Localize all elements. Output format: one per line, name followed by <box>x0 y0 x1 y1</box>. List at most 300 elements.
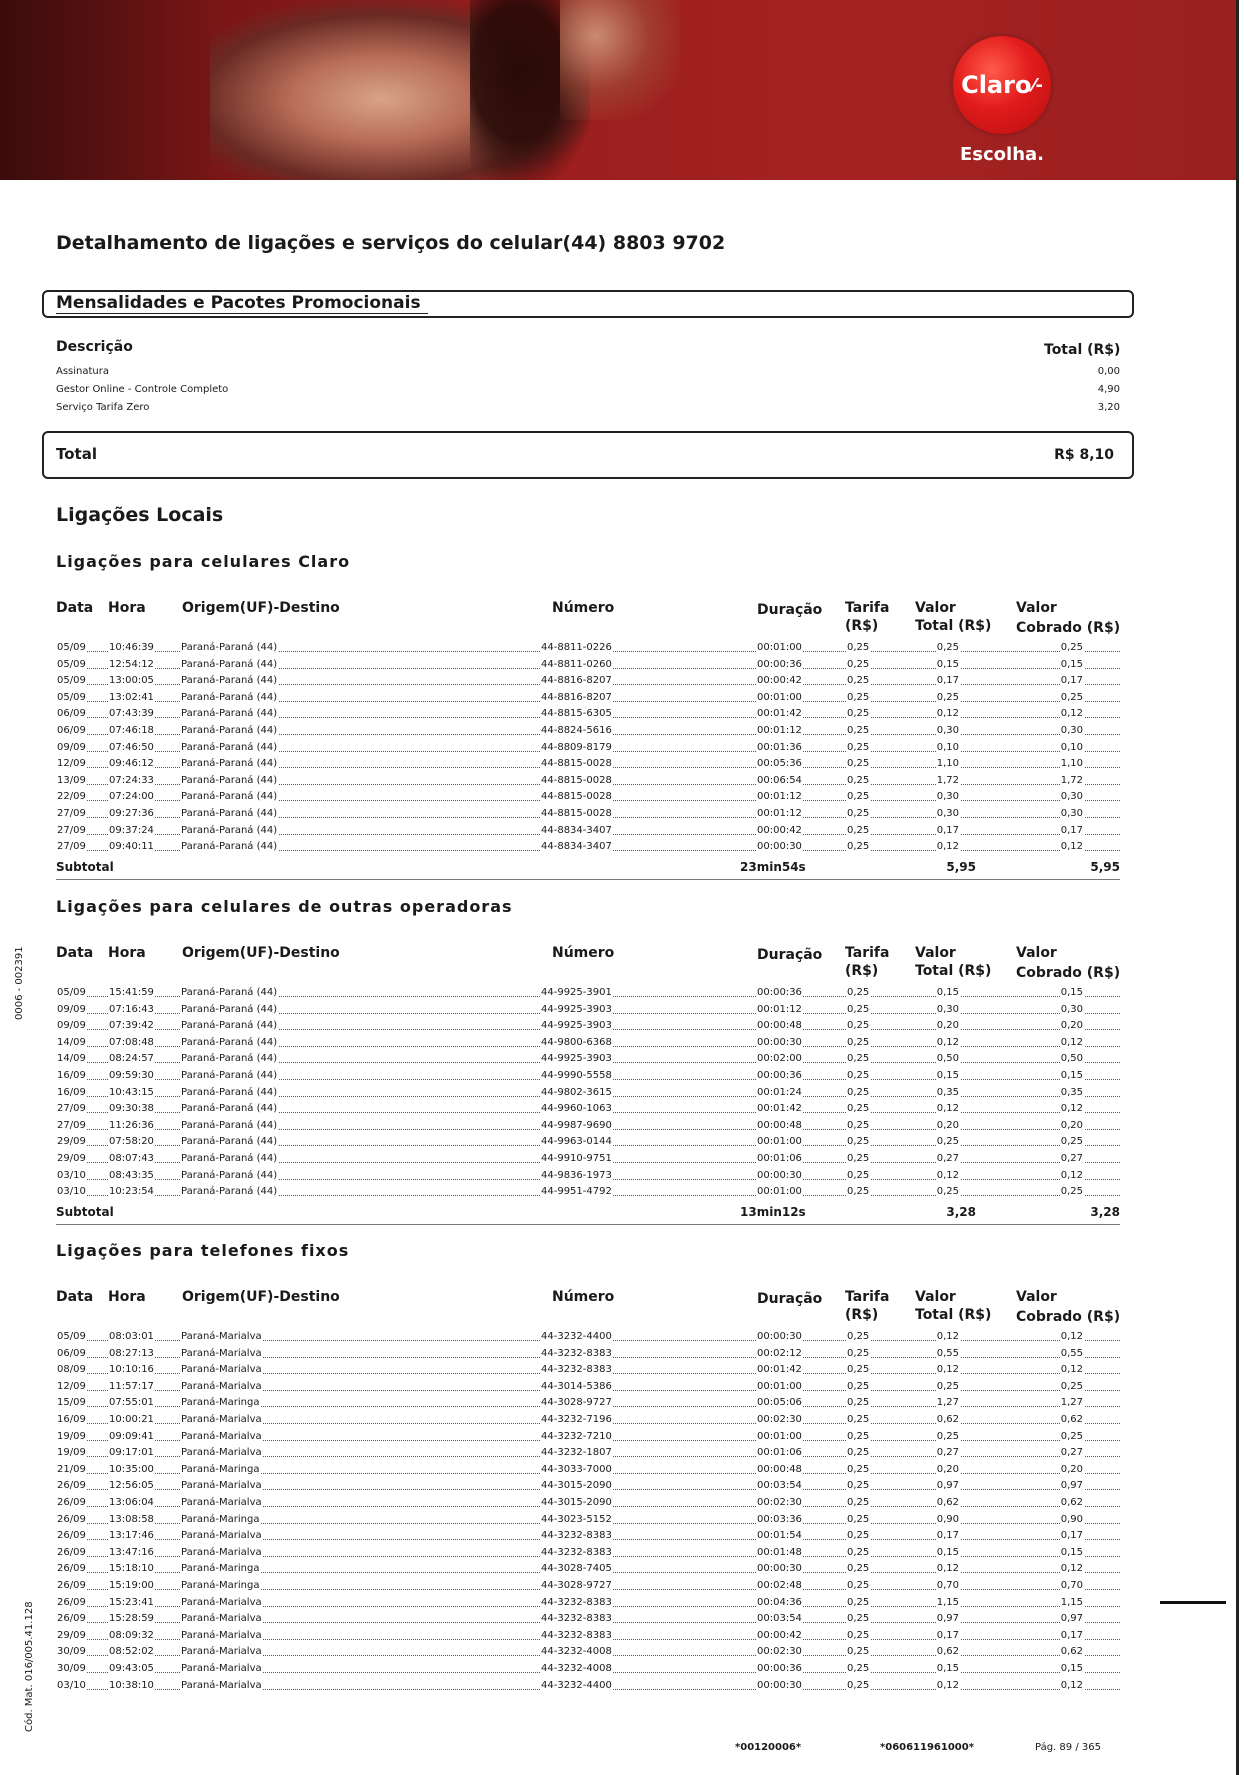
table-row <box>56 1362 1120 1378</box>
locais-heading: Ligações Locais <box>56 504 224 526</box>
cell-valor-cobrado: 0,15 <box>1060 657 1084 673</box>
cell-origem: Paraná-Paraná (44) <box>180 1035 278 1051</box>
cell-hora: 13:06:04 <box>108 1495 155 1511</box>
cell-tarifa: 0,25 <box>846 640 870 656</box>
subtotal-valor-cobrado: 5,95 <box>1090 859 1120 874</box>
table-row <box>56 1578 1120 1594</box>
cell-duracao: 00:05:06 <box>756 1395 803 1411</box>
cell-numero: 44-3232-8383 <box>540 1628 613 1644</box>
section-divider <box>56 879 1120 880</box>
col-data: Data <box>56 600 94 616</box>
cell-numero: 44-3232-7196 <box>540 1412 613 1428</box>
mensalidades-box <box>42 290 1134 318</box>
col-numero: Número <box>552 1289 615 1305</box>
cell-numero: 44-3028-9727 <box>540 1395 613 1411</box>
cell-hora: 13:17:46 <box>108 1528 155 1544</box>
col-valor-total-unit: Total (R$) <box>915 963 992 979</box>
cell-tarifa: 0,25 <box>846 756 870 772</box>
subtotal-row <box>56 858 1120 876</box>
mensalidade-value: 4,90 <box>1097 384 1120 395</box>
cell-valor-cobrado: 0,17 <box>1060 673 1084 689</box>
col-tarifa: Tarifa <box>845 600 890 616</box>
cell-tarifa: 0,25 <box>846 1362 870 1378</box>
cell-numero: 44-3232-7210 <box>540 1429 613 1445</box>
cell-valor-cobrado: 0,55 <box>1060 1346 1084 1362</box>
table-row <box>56 1184 1120 1200</box>
cell-numero: 44-8824-5616 <box>540 723 613 739</box>
col-duracao: Duração <box>757 1291 823 1307</box>
col-numero: Número <box>552 600 615 616</box>
cell-origem: Paraná-Paraná (44) <box>180 756 278 772</box>
cell-hora: 12:54:12 <box>108 657 155 673</box>
cell-hora: 09:40:11 <box>108 839 155 855</box>
cell-origem: Paraná-Marialva <box>180 1495 263 1511</box>
col-origem: Origem(UF)-Destino <box>182 600 340 616</box>
table-row <box>56 1429 1120 1445</box>
cell-origem: Paraná-Paraná (44) <box>180 1134 278 1150</box>
cell-valor-total: 0,35 <box>936 1085 960 1101</box>
cell-tarifa: 0,25 <box>846 1346 870 1362</box>
cell-hora: 09:43:05 <box>108 1661 155 1677</box>
cell-origem: Paraná-Marialva <box>180 1329 263 1345</box>
cell-numero: 44-9800-6368 <box>540 1035 613 1051</box>
cell-origem: Paraná-Marialva <box>180 1429 263 1445</box>
cell-numero: 44-3232-8383 <box>540 1528 613 1544</box>
col-tarifa-unit: (R$) <box>845 618 879 634</box>
cell-origem: Paraná-Paraná (44) <box>180 657 278 673</box>
cell-origem: Paraná-Marialva <box>180 1346 263 1362</box>
cell-duracao: 00:00:30 <box>756 1168 803 1184</box>
cell-hora: 10:00:21 <box>108 1412 155 1428</box>
cell-valor-cobrado: 0,30 <box>1060 789 1084 805</box>
cell-valor-total: 0,12 <box>936 1329 960 1345</box>
cell-valor-total: 0,17 <box>936 823 960 839</box>
cell-hora: 15:28:59 <box>108 1611 155 1627</box>
table-row <box>56 1528 1120 1544</box>
cell-origem: Paraná-Paraná (44) <box>180 640 278 656</box>
cell-numero: 44-3014-5386 <box>540 1379 613 1395</box>
table-row <box>56 789 1120 805</box>
cell-numero: 44-3232-4400 <box>540 1329 613 1345</box>
cell-valor-total: 1,15 <box>936 1595 960 1611</box>
cell-numero: 44-9925-3903 <box>540 1051 613 1067</box>
cell-numero: 44-9836-1973 <box>540 1168 613 1184</box>
table-row <box>56 1495 1120 1511</box>
cell-hora: 12:56:05 <box>108 1478 155 1494</box>
table-row <box>56 690 1120 706</box>
col-duracao: Duração <box>757 947 823 963</box>
page-title: Detalhamento de ligações e serviços do celular(44) 8803 9702 <box>56 232 726 254</box>
cell-valor-total: 0,97 <box>936 1611 960 1627</box>
cell-tarifa: 0,25 <box>846 839 870 855</box>
cell-duracao: 00:00:30 <box>756 1561 803 1577</box>
cell-duracao: 00:03:54 <box>756 1478 803 1494</box>
cell-numero: 44-9951-4792 <box>540 1184 613 1200</box>
cell-origem: Paraná-Paraná (44) <box>180 1184 278 1200</box>
table-row <box>56 1068 1120 1084</box>
cell-tarifa: 0,25 <box>846 657 870 673</box>
cell-duracao: 00:03:54 <box>756 1611 803 1627</box>
cell-valor-cobrado: 0,90 <box>1060 1512 1084 1528</box>
cell-origem: Paraná-Paraná (44) <box>180 1101 278 1117</box>
table-row <box>56 1379 1120 1395</box>
col-origem: Origem(UF)-Destino <box>182 1289 340 1305</box>
table-row <box>56 1118 1120 1134</box>
cell-origem: Paraná-Paraná (44) <box>180 839 278 855</box>
cell-tarifa: 0,25 <box>846 985 870 1001</box>
cell-tarifa: 0,25 <box>846 1578 870 1594</box>
cell-numero: 44-9987-9690 <box>540 1118 613 1134</box>
cell-tarifa: 0,25 <box>846 1151 870 1167</box>
table-row <box>56 1545 1120 1561</box>
cell-data: 09/09 <box>56 740 87 756</box>
col-hora: Hora <box>108 600 146 616</box>
side-code-top: 0006 - 002391 <box>14 946 25 1020</box>
cell-data: 19/09 <box>56 1445 87 1461</box>
cell-data: 26/09 <box>56 1495 87 1511</box>
cell-numero: 44-9963-0144 <box>540 1134 613 1150</box>
cell-tarifa: 0,25 <box>846 1085 870 1101</box>
cell-data: 06/09 <box>56 723 87 739</box>
cell-hora: 08:43:35 <box>108 1168 155 1184</box>
table-row <box>56 1085 1120 1101</box>
cell-tarifa: 0,25 <box>846 723 870 739</box>
cell-origem: Paraná-Paraná (44) <box>180 1085 278 1101</box>
table-row <box>56 1561 1120 1577</box>
cell-valor-cobrado: 0,17 <box>1060 1528 1084 1544</box>
cell-duracao: 00:00:36 <box>756 985 803 1001</box>
col-valor-cobrado-unit: Cobrado (R$) <box>1016 965 1121 981</box>
cell-hora: 09:30:38 <box>108 1101 155 1117</box>
cell-valor-cobrado: 0,25 <box>1060 1184 1084 1200</box>
col-tarifa: Tarifa <box>845 1289 890 1305</box>
cell-tarifa: 0,25 <box>846 1051 870 1067</box>
cell-data: 27/09 <box>56 823 87 839</box>
cell-valor-total: 0,17 <box>936 1528 960 1544</box>
cell-valor-cobrado: 0,97 <box>1060 1611 1084 1627</box>
cell-origem: Paraná-Marialva <box>180 1545 263 1561</box>
cell-valor-total: 0,27 <box>936 1151 960 1167</box>
table-row <box>56 1346 1120 1362</box>
cell-valor-total: 0,70 <box>936 1578 960 1594</box>
cell-data: 05/09 <box>56 640 87 656</box>
cell-hora: 10:46:39 <box>108 640 155 656</box>
col-hora: Hora <box>108 1289 146 1305</box>
cell-numero: 44-9925-3903 <box>540 1018 613 1034</box>
cell-origem: Paraná-Marialva <box>180 1528 263 1544</box>
total-value: R$ 8,10 <box>1054 447 1114 463</box>
section-heading: Ligações para celulares Claro <box>56 552 351 571</box>
cell-origem: Paraná-Paraná (44) <box>180 740 278 756</box>
col-tarifa-unit: (R$) <box>845 963 879 979</box>
cell-data: 27/09 <box>56 839 87 855</box>
cell-tarifa: 0,25 <box>846 1101 870 1117</box>
cell-hora: 07:46:50 <box>108 740 155 756</box>
cell-hora: 15:18:10 <box>108 1561 155 1577</box>
mensalidade-desc: Gestor Online - Controle Completo <box>56 384 229 395</box>
cell-hora: 08:24:57 <box>108 1051 155 1067</box>
table-row <box>56 1445 1120 1461</box>
cell-tarifa: 0,25 <box>846 1512 870 1528</box>
table-row <box>56 1678 1120 1694</box>
cell-numero: 44-9925-3901 <box>540 985 613 1001</box>
cell-numero: 44-3015-2090 <box>540 1495 613 1511</box>
cell-hora: 15:19:00 <box>108 1578 155 1594</box>
mensalidade-desc: Assinatura <box>56 366 110 377</box>
cell-valor-cobrado: 0,25 <box>1060 1379 1084 1395</box>
cell-tarifa: 0,25 <box>846 806 870 822</box>
mensalidades-heading: Mensalidades e Pacotes Promocionais <box>56 293 421 313</box>
cell-origem: Paraná-Maringa <box>180 1395 260 1411</box>
cell-valor-cobrado: 0,30 <box>1060 1002 1084 1018</box>
cell-hora: 13:08:58 <box>108 1512 155 1528</box>
cell-hora: 10:38:10 <box>108 1678 155 1694</box>
cell-valor-total: 0,30 <box>936 806 960 822</box>
mensalidade-desc: Serviço Tarifa Zero <box>56 402 150 413</box>
cell-data: 26/09 <box>56 1595 87 1611</box>
cell-valor-cobrado: 0,62 <box>1060 1412 1084 1428</box>
cell-origem: Paraná-Marialva <box>180 1644 263 1660</box>
cell-numero: 44-9960-1063 <box>540 1101 613 1117</box>
cell-data: 03/10 <box>56 1678 87 1694</box>
cell-duracao: 00:02:00 <box>756 1051 803 1067</box>
desc-header: Descrição <box>56 339 133 355</box>
cell-valor-total: 0,15 <box>936 657 960 673</box>
slogan: Escolha. <box>960 144 1045 165</box>
cell-tarifa: 0,25 <box>846 1595 870 1611</box>
col-tarifa: Tarifa <box>845 945 890 961</box>
table-row <box>56 706 1120 722</box>
cell-data: 12/09 <box>56 756 87 772</box>
cell-valor-total: 0,12 <box>936 1561 960 1577</box>
cell-tarifa: 0,25 <box>846 1644 870 1660</box>
cell-valor-cobrado: 0,15 <box>1060 1545 1084 1561</box>
table-row <box>56 806 1120 822</box>
cell-valor-cobrado: 0,27 <box>1060 1151 1084 1167</box>
cell-valor-cobrado: 0,15 <box>1060 1068 1084 1084</box>
cell-duracao: 00:00:42 <box>756 823 803 839</box>
cell-tarifa: 0,25 <box>846 1134 870 1150</box>
cell-origem: Paraná-Paraná (44) <box>180 706 278 722</box>
cell-hora: 07:24:33 <box>108 773 155 789</box>
cell-duracao: 00:01:12 <box>756 1002 803 1018</box>
cell-duracao: 00:00:36 <box>756 657 803 673</box>
cell-tarifa: 0,25 <box>846 1395 870 1411</box>
cell-origem: Paraná-Marialva <box>180 1611 263 1627</box>
cell-valor-total: 0,55 <box>936 1346 960 1362</box>
col-valor-total: Valor <box>915 600 956 616</box>
cell-tarifa: 0,25 <box>846 1445 870 1461</box>
table-row <box>56 1168 1120 1184</box>
cell-origem: Paraná-Paraná (44) <box>180 773 278 789</box>
cell-valor-total: 0,15 <box>936 1661 960 1677</box>
cell-valor-cobrado: 0,10 <box>1060 740 1084 756</box>
cell-hora: 07:39:42 <box>108 1018 155 1034</box>
table-row <box>56 740 1120 756</box>
cell-valor-total: 0,20 <box>936 1018 960 1034</box>
cell-tarifa: 0,25 <box>846 789 870 805</box>
cell-data: 30/09 <box>56 1644 87 1660</box>
cell-duracao: 00:04:36 <box>756 1595 803 1611</box>
cell-origem: Paraná-Paraná (44) <box>180 673 278 689</box>
cell-duracao: 00:01:00 <box>756 1379 803 1395</box>
cell-origem: Paraná-Paraná (44) <box>180 823 278 839</box>
cell-origem: Paraná-Paraná (44) <box>180 1002 278 1018</box>
cell-valor-cobrado: 1,15 <box>1060 1595 1084 1611</box>
cell-data: 05/09 <box>56 657 87 673</box>
cell-hora: 09:27:36 <box>108 806 155 822</box>
cell-valor-total: 0,50 <box>936 1051 960 1067</box>
cell-hora: 08:27:13 <box>108 1346 155 1362</box>
cell-duracao: 00:02:48 <box>756 1578 803 1594</box>
cell-origem: Paraná-Marialva <box>180 1445 263 1461</box>
cell-numero: 44-8816-8207 <box>540 690 613 706</box>
table-row <box>56 1002 1120 1018</box>
subtotal-duration: 13min12s <box>740 1204 806 1219</box>
cell-data: 05/09 <box>56 690 87 706</box>
cell-valor-cobrado: 0,12 <box>1060 1561 1084 1577</box>
subtotal-row <box>56 1203 1120 1221</box>
cell-duracao: 00:01:00 <box>756 1134 803 1150</box>
col-origem: Origem(UF)-Destino <box>182 945 340 961</box>
cell-duracao: 00:01:12 <box>756 789 803 805</box>
cell-data: 26/09 <box>56 1545 87 1561</box>
cell-hora: 07:55:01 <box>108 1395 155 1411</box>
cell-valor-cobrado: 0,15 <box>1060 1661 1084 1677</box>
table-row <box>56 1329 1120 1345</box>
total-label: Total <box>56 445 97 463</box>
section-divider <box>56 1224 1120 1225</box>
cell-numero: 44-3015-2090 <box>540 1478 613 1494</box>
cell-valor-total: 0,30 <box>936 789 960 805</box>
table-row <box>56 1035 1120 1051</box>
cell-data: 08/09 <box>56 1362 87 1378</box>
cell-valor-total: 1,10 <box>936 756 960 772</box>
cell-hora: 08:07:43 <box>108 1151 155 1167</box>
col-duracao: Duração <box>757 602 823 618</box>
cell-valor-cobrado: 0,12 <box>1060 1678 1084 1694</box>
cell-duracao: 00:01:06 <box>756 1445 803 1461</box>
cell-valor-total: 0,12 <box>936 1035 960 1051</box>
cell-duracao: 00:02:12 <box>756 1346 803 1362</box>
cell-origem: Paraná-Marialva <box>180 1595 263 1611</box>
subtotal-label: Subtotal <box>56 1204 114 1219</box>
cell-hora: 11:26:36 <box>108 1118 155 1134</box>
cell-tarifa: 0,25 <box>846 823 870 839</box>
section-heading: Ligações para celulares de outras operadoras <box>56 897 513 916</box>
cell-valor-cobrado: 0,12 <box>1060 1329 1084 1345</box>
cell-hora: 09:59:30 <box>108 1068 155 1084</box>
cell-numero: 44-8811-0260 <box>540 657 613 673</box>
table-row <box>56 1018 1120 1034</box>
cell-duracao: 00:00:30 <box>756 1678 803 1694</box>
cell-data: 06/09 <box>56 1346 87 1362</box>
cell-valor-cobrado: 0,12 <box>1060 1168 1084 1184</box>
cell-valor-cobrado: 1,27 <box>1060 1395 1084 1411</box>
cell-valor-cobrado: 0,25 <box>1060 1134 1084 1150</box>
table-row <box>56 773 1120 789</box>
cell-tarifa: 0,25 <box>846 1002 870 1018</box>
cell-duracao: 00:05:36 <box>756 756 803 772</box>
cell-hora: 08:09:32 <box>108 1628 155 1644</box>
cell-origem: Paraná-Marialva <box>180 1678 263 1694</box>
subtotal-duration: 23min54s <box>740 859 806 874</box>
cell-numero: 44-8815-0028 <box>540 806 613 822</box>
table-row <box>56 1595 1120 1611</box>
cell-valor-cobrado: 0,50 <box>1060 1051 1084 1067</box>
cell-duracao: 00:00:30 <box>756 839 803 855</box>
cell-valor-total: 1,72 <box>936 773 960 789</box>
cell-tarifa: 0,25 <box>846 1412 870 1428</box>
cell-numero: 44-3232-4008 <box>540 1644 613 1660</box>
cell-data: 27/09 <box>56 1118 87 1134</box>
cell-hora: 07:43:39 <box>108 706 155 722</box>
col-valor-total-unit: Total (R$) <box>915 1307 992 1323</box>
cell-data: 30/09 <box>56 1661 87 1677</box>
cell-valor-total: 0,15 <box>936 1545 960 1561</box>
cell-origem: Paraná-Marialva <box>180 1478 263 1494</box>
cell-data: 29/09 <box>56 1151 87 1167</box>
cell-data: 06/09 <box>56 706 87 722</box>
cell-valor-cobrado: 0,62 <box>1060 1644 1084 1660</box>
cell-valor-cobrado: 0,12 <box>1060 1362 1084 1378</box>
cell-valor-total: 0,20 <box>936 1118 960 1134</box>
claro-logo <box>953 36 1051 134</box>
cell-data: 05/09 <box>56 673 87 689</box>
cell-tarifa: 0,25 <box>846 1118 870 1134</box>
cell-numero: 44-8811-0226 <box>540 640 613 656</box>
cell-valor-total: 0,62 <box>936 1495 960 1511</box>
cell-hora: 09:37:24 <box>108 823 155 839</box>
header-banner <box>0 0 1236 180</box>
cell-valor-total: 0,25 <box>936 640 960 656</box>
logo-spark-icon: ⁄- <box>1032 74 1043 96</box>
cell-numero: 44-3023-5152 <box>540 1512 613 1528</box>
cell-origem: Paraná-Maringa <box>180 1561 260 1577</box>
cell-numero: 44-9990-5558 <box>540 1068 613 1084</box>
cell-duracao: 00:00:48 <box>756 1018 803 1034</box>
cell-tarifa: 0,25 <box>846 1611 870 1627</box>
col-hora: Hora <box>108 945 146 961</box>
cell-origem: Paraná-Paraná (44) <box>180 1118 278 1134</box>
cell-duracao: 00:02:30 <box>756 1412 803 1428</box>
cell-valor-total: 0,25 <box>936 1429 960 1445</box>
cell-duracao: 00:00:36 <box>756 1661 803 1677</box>
barcode-code-2: *060611961000* <box>880 1742 974 1753</box>
cell-tarifa: 0,25 <box>846 706 870 722</box>
col-valor-cobrado: Valor <box>1016 945 1057 961</box>
cell-origem: Paraná-Marialva <box>180 1412 263 1428</box>
cell-hora: 07:46:18 <box>108 723 155 739</box>
cell-duracao: 00:01:24 <box>756 1085 803 1101</box>
cell-hora: 13:47:16 <box>108 1545 155 1561</box>
cell-hora: 11:57:17 <box>108 1379 155 1395</box>
table-row <box>56 1478 1120 1494</box>
cell-numero: 44-3232-1807 <box>540 1445 613 1461</box>
cell-numero: 44-3028-7405 <box>540 1561 613 1577</box>
cell-data: 26/09 <box>56 1528 87 1544</box>
table-row <box>56 1101 1120 1117</box>
col-data: Data <box>56 945 94 961</box>
cell-hora: 09:09:41 <box>108 1429 155 1445</box>
cell-duracao: 00:00:30 <box>756 1329 803 1345</box>
cell-data: 16/09 <box>56 1085 87 1101</box>
cell-origem: Paraná-Paraná (44) <box>180 1151 278 1167</box>
cell-valor-total: 0,12 <box>936 706 960 722</box>
cell-duracao: 00:00:48 <box>756 1118 803 1134</box>
barcode-code-1: *00120006* <box>735 1742 802 1753</box>
col-valor-cobrado-unit: Cobrado (R$) <box>1016 1309 1121 1325</box>
